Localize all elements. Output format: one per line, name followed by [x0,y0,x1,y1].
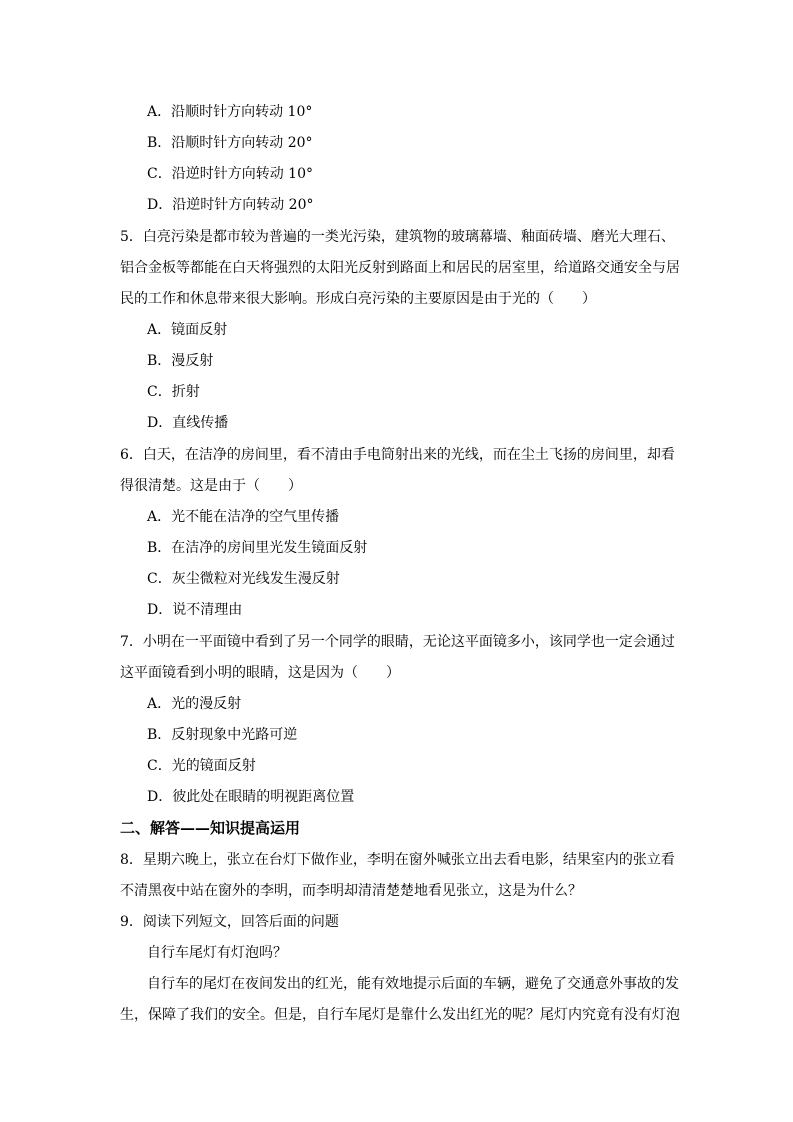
q6-option-a: A．光不能在洁净的空气里传播 [147,509,340,525]
q5-option-d: D．直线传播 [147,415,229,431]
q5-text-line-3: 民的工作和休息带来很大影响。形成白亮污染的主要原因是由于光的（ ） [120,291,596,307]
q8-text-line-2: 不清黑夜中站在窗外的李明，而李明却清清楚楚地看见张立，这是为什么？ [120,883,582,899]
q4-option-d: D．沿逆时针方向转动 20° [147,197,314,213]
article-paragraph-line-1: 自行车的尾灯在夜间发出的红光，能有效地提示后面的车辆，避免了交通意外事故的发 [147,976,679,992]
q7-text-line-2: 这平面镜看到小明的眼睛，这是因为（ ） [120,665,400,681]
q6-option-d: D．说不清理由 [147,602,243,618]
q7-text-line-1: 7．小明在一平面镜中看到了另一个同学的眼睛，无论这平面镜多小，该同学也一定会通过 [120,634,675,650]
q8-text-line-1: 8．星期六晚上，张立在台灯下做作业，李明在窗外喊张立出去看电影，结果室内的张立看 [120,852,675,868]
q6-text-line-1: 6．白天，在洁净的房间里，看不清由手电筒射出来的光线，而在尘土飞扬的房间里，却看 [120,447,675,463]
q4-option-b: B．沿顺时针方向转动 20° [147,135,313,151]
q7-option-c: C．光的镜面反射 [147,758,256,774]
article-paragraph-line-2: 生，保障了我们的安全。但是，自行车尾灯是靠什么发出红光的呢？尾灯内究竟有没有灯泡 [120,1007,680,1023]
section-heading: 二、解答——知识提高运用 [120,819,301,837]
q7-option-d: D．彼此处在眼睛的明视距离位置 [147,789,355,805]
q5-option-a: A．镜面反射 [147,322,228,338]
article-title: 自行车尾灯有灯泡吗？ [147,945,287,961]
q5-text-line-2: 铝合金板等都能在白天将强烈的太阳光反射到路面上和居民的居室里，给道路交通安全与居 [120,260,680,276]
q5-option-b: B．漫反射 [147,353,214,369]
q4-option-c: C．沿逆时针方向转动 10° [147,166,313,182]
q6-option-c: C．灰尘微粒对光线发生漫反射 [147,571,340,587]
q5-option-c: C．折射 [147,384,200,400]
q7-option-b: B．反射现象中光路可逆 [147,727,298,743]
q9-intro: 9．阅读下列短文，回答后面的问题 [120,914,339,930]
q5-text-line-1: 5．白亮污染是都市较为普遍的一类光污染，建筑物的玻璃幕墙、釉面砖墙、磨光大理石、 [120,229,675,245]
q4-option-a: A．沿顺时针方向转动 10° [147,104,313,120]
q6-option-b: B．在洁净的房间里光发生镜面反射 [147,540,368,556]
q6-text-line-2: 得很清楚。这是由于（ ） [120,478,302,494]
q7-option-a: A．光的漫反射 [147,696,242,712]
